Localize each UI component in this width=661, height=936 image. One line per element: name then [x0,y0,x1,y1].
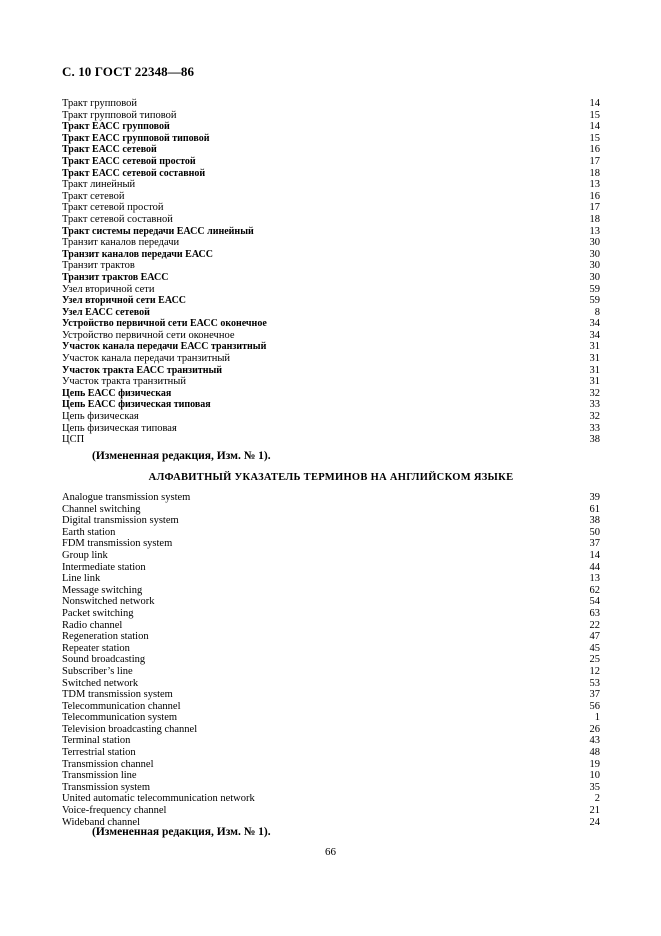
index-term: Message switching [62,584,143,596]
index-page-number: 38 [589,515,600,527]
index-term: Цепь физическая [62,411,139,423]
index-entry [62,260,600,272]
index-entry [62,168,600,180]
index-term: Telecommunication channel [62,700,181,712]
index-entry [62,202,600,214]
index-term: Transmission system [62,781,151,793]
index-page-number: 37 [589,689,600,701]
index-entry [62,191,600,203]
index-page-number: 30 [589,260,600,272]
index-entry-english [62,759,600,771]
index-page-number: 59 [589,295,600,307]
index-page-number: 48 [589,747,600,759]
index-page-number: 61 [589,503,600,515]
amendment-note: (Измененная редакция, Изм. № 1). [92,450,271,462]
index-page-number: 18 [589,213,600,225]
amendment-note-english: (Измененная редакция, Изм. № 1). [92,826,271,838]
index-entry [62,376,600,388]
index-entry-english [62,631,600,643]
index-term: Устройство первичной сети оконечное [62,329,235,341]
index-term: Television broadcasting channel [62,723,198,735]
index-term: Sound broadcasting [62,654,146,666]
index-entry-english [62,527,600,539]
index-page-number: 26 [589,723,600,735]
index-entry [62,434,600,446]
index-term: Транзит трактов ЕАСС [62,271,169,283]
index-entry [62,133,600,145]
section-title: АЛФАВИТНЫЙ УКАЗАТЕЛЬ ТЕРМИНОВ НА АНГЛИЙСКОМ ЯЗЫКЕ [148,472,514,483]
index-page-number: 50 [589,526,600,538]
index-entry-english [62,620,600,632]
index-entry-english [62,770,600,782]
index-entry [62,98,600,110]
index-page-number: 15 [589,109,600,121]
index-term: Тракт сетевой простой [62,202,164,214]
index-entry [62,341,600,353]
index-page-number: 17 [589,202,600,214]
index-page-number: 47 [589,631,600,643]
index-entry-english [62,504,600,516]
index-entry-english [62,643,600,655]
index-entry [62,353,600,365]
index-page-number: 25 [589,654,600,666]
index-page-number: 21 [589,805,600,817]
index-term: Тракт линейный [62,179,136,191]
index-page-number: 13 [589,573,600,585]
index-page-number: 35 [589,781,600,793]
index-entry-english [62,585,600,597]
index-term: United automatic telecommunication network [62,793,255,805]
index-page-number: 17 [589,155,600,167]
index-term: Terrestrial station [62,747,136,759]
index-page-number: 63 [589,607,600,619]
index-entry-english [62,515,600,527]
index-entry [62,307,600,319]
index-entry [62,330,600,342]
index-entry-english [62,538,600,550]
index-entry [62,226,600,238]
index-entry [62,388,600,400]
index-term: Узел ЕАСС сетевой [62,306,150,318]
index-term: Устройство первичной сети ЕАСС оконечное [62,318,267,330]
index-term: Тракт групповой типовой [62,109,177,121]
index-term: Тракт ЕАСС сетевой составной [62,167,206,179]
index-page-number: 33 [589,399,600,411]
index-term: Транзит трактов [62,260,135,272]
index-entry-english [62,712,600,724]
index-term: Участок канала передачи ЕАСС транзитный [62,341,267,353]
index-term: Цепь физическая типовая [62,422,177,434]
index-page-number: 33 [589,422,600,434]
index-entry [62,156,600,168]
index-term: Узел вторичной сети [62,283,155,295]
index-page-number: 13 [589,225,600,237]
english-term-index [62,492,600,828]
index-term: Тракт групповой [62,98,138,109]
index-term: Earth station [62,526,116,538]
index-term: ЦСП [62,434,85,446]
index-entry-english [62,793,600,805]
index-page-number: 18 [589,167,600,179]
index-term: Analogue transmission system [62,492,191,503]
index-entry-english [62,701,600,713]
index-page-number: 15 [589,132,600,144]
index-entry [62,179,600,191]
index-term: Транзит каналов передачи ЕАСС [62,248,213,260]
index-term: Group link [62,549,108,561]
index-page-number: 31 [589,353,600,365]
index-term: Switched network [62,677,139,689]
index-page-number: 14 [589,121,600,133]
index-term: Radio channel [62,619,123,631]
index-entry [62,110,600,122]
index-page-number: 53 [589,677,600,689]
index-page-number: 30 [589,271,600,283]
index-entry-english [62,608,600,620]
index-page-number: 62 [589,584,600,596]
russian-term-index [62,98,600,446]
index-term: Packet switching [62,607,134,619]
index-page-number: 31 [589,376,600,388]
index-term: Transmission channel [62,758,154,770]
index-term: Intermediate station [62,561,146,573]
index-entry-english [62,735,600,747]
index-page-number: 54 [589,596,600,608]
index-page-number: 44 [589,561,600,573]
index-term: Telecommunication system [62,712,178,724]
index-page-number: 30 [589,248,600,260]
index-entry [62,365,600,377]
index-page-number: 37 [589,538,600,550]
index-term: Line link [62,573,101,585]
index-entry [62,318,600,330]
index-page-number: 14 [589,549,600,561]
index-page-number: 31 [589,364,600,376]
index-term: Тракт системы передачи ЕАСС линейный [62,225,254,237]
index-term: Цепь ЕАСС физическая типовая [62,399,211,411]
index-term: Terminal station [62,735,131,747]
index-term: Regeneration station [62,631,149,643]
index-page-number: 34 [589,318,600,330]
index-entry [62,144,600,156]
index-page-number: 12 [589,665,600,677]
index-page-number: 19 [589,758,600,770]
index-page-number: 43 [589,735,600,747]
index-page-number: 22 [589,619,600,631]
index-entry-english [62,747,600,759]
index-entry [62,249,600,261]
index-term: Nonswitched network [62,596,155,608]
index-entry-english [62,782,600,794]
index-term: Тракт сетевой составной [62,213,173,225]
index-page-number: 30 [589,237,600,249]
index-entry-english [62,805,600,817]
index-page-number: 8 [594,306,600,318]
index-entry [62,272,600,284]
index-term: Транзит каналов передачи [62,237,180,249]
index-term: Voice-frequency channel [62,805,167,817]
index-entry-english [62,550,600,562]
page-header: С. 10 ГОСТ 22348—86 [62,64,195,79]
index-term: Цепь ЕАСС физическая [62,387,172,399]
index-page-number: 34 [589,329,600,341]
index-entry-english [62,573,600,585]
index-term: Тракт сетевой [62,190,125,202]
index-entry-english [62,562,600,574]
index-entry [62,284,600,296]
index-page-number: 1 [594,712,600,724]
index-entry [62,237,600,249]
index-term: FDM transmission system [62,538,173,550]
index-entry [62,399,600,411]
index-page-number: 38 [589,434,600,446]
index-term: Участок тракта ЕАСС транзитный [62,364,223,376]
index-page-number: 31 [589,341,600,353]
index-entry-english [62,666,600,678]
index-page-number: 2 [594,793,600,805]
index-entry [62,423,600,435]
index-entry-english [62,689,600,701]
index-term: Transmission line [62,770,137,782]
index-page-number: 32 [589,387,600,399]
index-page-number: 39 [589,492,600,503]
index-entry [62,214,600,226]
index-page-number: 16 [589,190,600,202]
index-term: Участок тракта транзитный [62,376,186,388]
index-entry-english [62,492,600,504]
index-entry-english [62,654,600,666]
index-page-number: 56 [589,700,600,712]
index-term: Subscriber’s line [62,665,133,677]
index-entry-english [62,724,600,736]
index-term: Wideband channel [62,816,141,828]
index-entry-english [62,596,600,608]
index-term: Repeater station [62,642,130,654]
index-term: TDM transmission system [62,689,173,701]
index-entry-english [62,678,600,690]
index-page-number: 16 [589,144,600,156]
index-entry [62,295,600,307]
index-page-number: 32 [589,411,600,423]
index-page-number: 45 [589,642,600,654]
index-term: Тракт ЕАСС сетевой простой [62,155,196,167]
index-entry [62,121,600,133]
index-page-number: 59 [589,283,600,295]
index-term: Channel switching [62,503,141,515]
index-page-number: 24 [589,816,600,828]
page-number: 66 [325,846,336,858]
index-entry [62,411,600,423]
index-term: Участок канала передачи транзитный [62,353,231,365]
index-page-number: 10 [589,770,600,782]
index-term: Digital transmission system [62,515,179,527]
index-term: Тракт ЕАСС групповой [62,121,170,133]
index-page-number: 13 [589,179,600,191]
index-term: Тракт ЕАСС сетевой [62,144,157,156]
index-page-number: 14 [589,98,600,109]
index-term: Узел вторичной сети ЕАСС [62,295,187,307]
index-term: Тракт ЕАСС групповой типовой [62,132,210,144]
